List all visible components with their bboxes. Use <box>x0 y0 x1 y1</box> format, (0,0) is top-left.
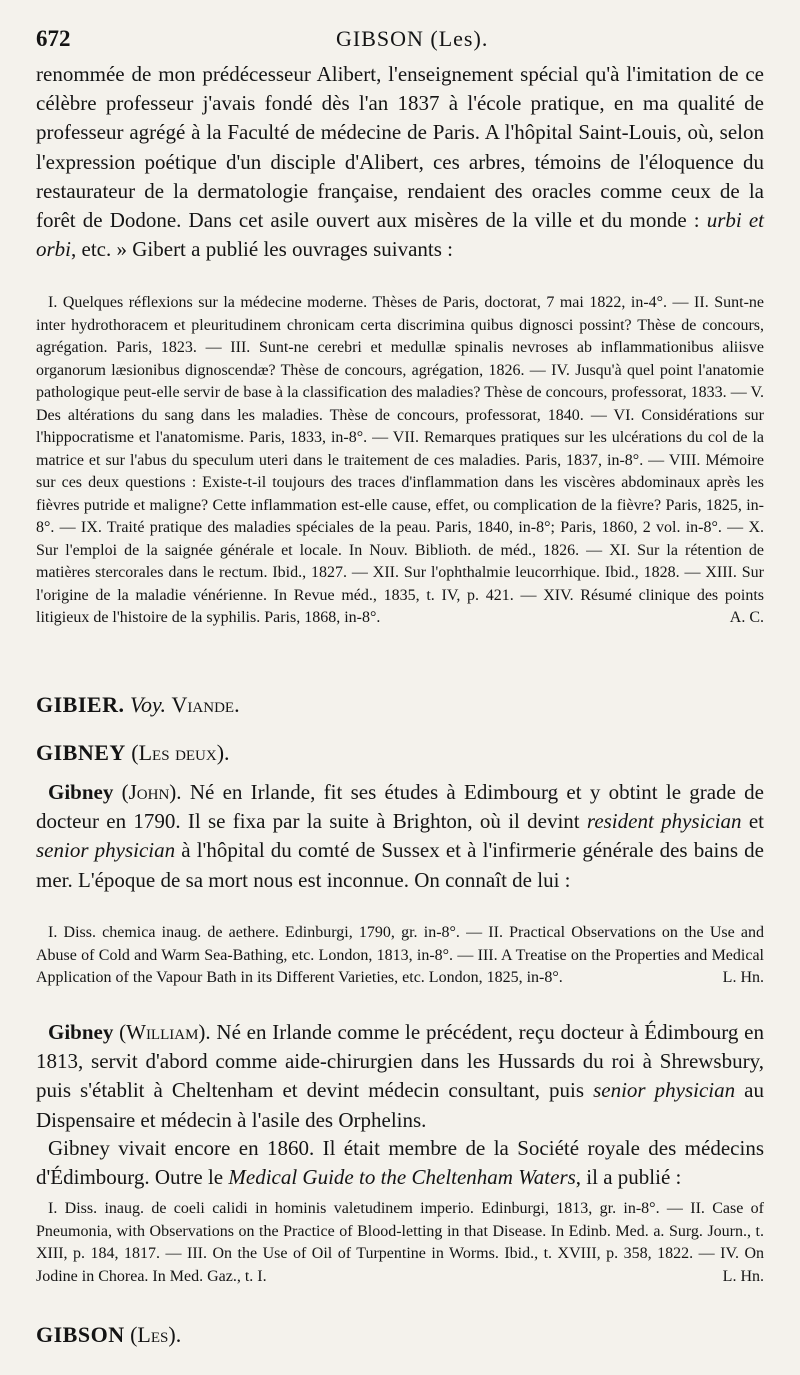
gibney-william-text: Gibney vivait encore en 1860. Il était membre de la Société royale des médecins d'Édimbourg. Outre le <box>36 1136 764 1190</box>
running-title: GIBSON (Les). <box>336 26 489 51</box>
gibney-john-text: et <box>741 809 764 834</box>
gibney-john-bibliography <box>36 922 764 990</box>
intro-text: renommée de mon prédécesseur Alibert, l'enseignement spécial qu'à l'imitation de ce célèbre professeur j'avais fondé dès l'an 1837 à l'école pratique, en ma qualité de professeur agrégé à la Faculté de médecine de Paris. A l'hôpital Saint-Louis, où, selon l'expression poétique d'un disciple d'Alibert, ces arbres, témoins de l'éloquence du restaurateur de la dermatologie française, rendaient des oracles comme ceux de la forêt de Dodone. Dans cet asile ouvert aux misères de la ville et du monde : <box>36 62 764 233</box>
gibson-les-headword: GIBSON <box>36 1322 125 1347</box>
gibney-john-name: (John). <box>121 780 182 804</box>
gibney-les-deux-headword: GIBNEY <box>36 740 126 765</box>
entry-gibier <box>36 690 764 720</box>
gibney-william-name: (William). <box>119 1020 211 1044</box>
gibney-william-headword: Gibney <box>48 1020 114 1044</box>
entry-gibney-william <box>36 1018 764 1135</box>
gibney-john-text: Né en Irlande, fit ses études à Edimbourg et y obtint le grade de docteur en 1790. Il se fixa par la suite à Brighton, où il devint <box>36 780 765 834</box>
intro-text-end: , etc. » Gibert a publié les ouvrages suivants : <box>71 237 454 262</box>
gibney-john-text: à l'hôpital du comté de Sussex et à l'infirmerie générale des bains de mer. L'époque de sa mort nous est inconnue. On connaît de lui : <box>36 838 764 892</box>
gibney-john-bibliography-text: I. Diss. chemica inaug. de aethere. Edinburgi, 1790, gr. in-8°. — II. Practical Observations on the Use and Abuse of Cold and Warm Sea-Bathing, etc. London, 1813, in-8°. — III. A Treatise on the Properties and Medical Application of the Vapour Bath in its Different Varieties, etc. London, 1825, in-8°. <box>36 924 764 986</box>
gibney-william-text: , il a publié : <box>575 1165 682 1190</box>
page-header <box>36 26 764 56</box>
gibney-william-signature: L. Hn. <box>722 1267 764 1285</box>
gibney-william-bibliography <box>36 1198 764 1288</box>
intro-paragraph <box>36 60 764 264</box>
gibier-voy: Voy. <box>129 692 167 717</box>
gibney-william-italic: senior physician <box>593 1078 736 1103</box>
gibert-bibliography-text: I. Quelques réflexions sur la médecine moderne. Thèses de Paris, doctorat, 7 mai 1822, in-4°. — II. Sunt-ne inter hydrothoracem et pleuritudinem chronicam certa discrimina quibus dignosci possint? Thèse de concours, agrégation. Paris, 1823. — III. Sunt-ne cerebri et medullæ spinalis nevroses ab inflammationibus aliisve organorum læsionibus dignoscendæ? Thèse de concours, agrégation, 1826. — IV. Jusqu'à quel point l'anatomie pathologique peut-elle servir de base à la classification des maladies? Thèse de concours, professorat, 1833. — V. Des altérations du sang dans les maladies. Thèse de concours, professorat, 1840. — VI. Considérations sur l'hippocratisme et l'anatomisme. Paris, 1833, in-8°. — VII. Remarques pratiques sur les ulcérations du col de la matrice et sur l'abus du speculum uteri dans le traitement de ces maladies. Paris, 1837, in-8°. — VIII. Mémoire sur ces deux questions : Existe-t-il toujours des traces d'inflammation dans les viscères abdominaux après les fièvres putride et maligne? Cette inflammation est-elle cause, effet, ou complication de la fièvre? Paris, 1825, in-8°. — IX. Traité pratique des maladies spéciales de la peau. Paris, 1840, in-8°; Paris, 1860, 2 vol. in-8°. — X. Sur l'emploi de la saignée générale et locale. In Nouv. Biblioth. de méd., 1826. — XI. Sur la rétention de matières stercorales dans le rectum. Ibid., 1827. — XII. Sur l'ophthalmie leucorrhique. Ibid., 1828. — XIII. Sur l'origine de la maladie vénérienne. In Revue méd., 1835, t. IV, p. 421. — XIV. Résumé clinique des points litigieux de l'histoire de la syphilis. Paris, 1868, in-8°. <box>36 294 764 626</box>
gibney-john-headword: Gibney <box>48 780 114 804</box>
gibney-john-signature: L. Hn. <box>722 969 764 986</box>
gibney-john-italic: senior physician <box>36 838 176 863</box>
page-number: 672 <box>36 26 71 51</box>
gibney-les-deux-suffix: (Les deux). <box>131 740 230 765</box>
entry-gibney-john <box>36 778 764 895</box>
entry-gibney-les-deux <box>36 738 764 768</box>
gibert-bibliography <box>36 292 764 630</box>
gibier-headword: GIBIER. <box>36 692 125 717</box>
intro-italic: urbi et orbi <box>36 208 764 262</box>
entry-gibson-les <box>36 1320 764 1350</box>
gibert-signature: A. C. <box>729 609 764 626</box>
gibier-target: Viande. <box>171 692 240 717</box>
gibney-william-text: Né en Irlande comme le précédent, reçu docteur à Édimbourg en 1813, servit d'abord comme aide-chirurgien dans les Hussards du roi à Shrewsbury, puis s'établit à Cheltenham et devint médecin consultant, puis <box>36 1020 765 1103</box>
gibney-william-italic: Medical Guide to the Cheltenham Waters <box>228 1165 576 1190</box>
gibney-john-italic: resident physician <box>586 809 742 834</box>
gibson-les-suffix: (Les). <box>130 1322 182 1347</box>
gibney-william-paragraph-2 <box>36 1134 764 1192</box>
gibney-william-text: au Dispensaire et médecin à l'asile des Orphelins. <box>36 1078 764 1132</box>
gibney-william-bibliography-text: I. Diss. inaug. de coeli calidi in hominis valetudinem imperio. Edinburgi, 1813, gr. in-8°. — II. Case of Pneumonia, with Observations on the Practice of Blood-letting in that Disease. In Edinb. Med. a. Surg. Journ., t. XIII, p. 184, 1817. — III. On the Use of Oil of Turpentine in Worms. Ibid., t. XVIII, p. 358, 1822. — IV. On Jodine in Chorea. In Med. Gaz., t. I. <box>36 1200 764 1285</box>
